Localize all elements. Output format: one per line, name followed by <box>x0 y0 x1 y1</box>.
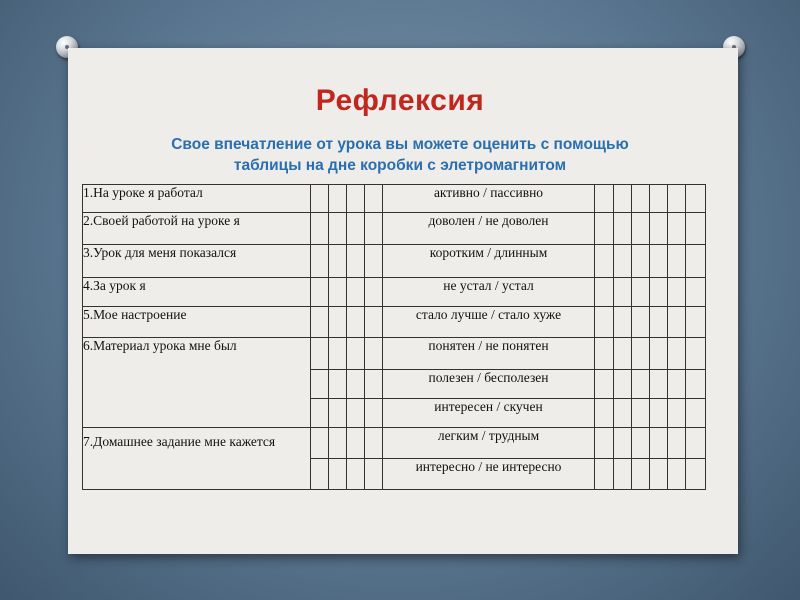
slide-subtitle <box>95 134 705 176</box>
mark-cell[interactable] <box>311 185 329 213</box>
mark-cell[interactable] <box>365 399 383 428</box>
mark-cell[interactable] <box>614 245 632 278</box>
table-row <box>83 278 706 307</box>
mark-cell[interactable] <box>311 213 329 245</box>
answer-cell: коротким / длинным <box>383 245 595 278</box>
mark-cell[interactable] <box>347 307 365 338</box>
question-cell: 5.Мое настроение <box>83 307 311 338</box>
mark-cell[interactable] <box>668 307 686 338</box>
mark-cell[interactable] <box>347 428 365 459</box>
mark-cell[interactable] <box>632 278 650 307</box>
mark-cell[interactable] <box>329 428 347 459</box>
table-row <box>83 428 706 459</box>
mark-cell[interactable] <box>632 428 650 459</box>
mark-cell[interactable] <box>329 307 347 338</box>
mark-cell[interactable] <box>668 399 686 428</box>
mark-cell[interactable] <box>650 428 668 459</box>
mark-cell[interactable] <box>311 370 329 399</box>
table-row <box>83 213 706 245</box>
mark-cell[interactable] <box>686 338 706 370</box>
mark-cell[interactable] <box>329 338 347 370</box>
mark-cell[interactable] <box>365 245 383 278</box>
mark-cell[interactable] <box>614 428 632 459</box>
mark-cell[interactable] <box>311 245 329 278</box>
mark-cell[interactable] <box>668 459 686 490</box>
mark-cell[interactable] <box>668 245 686 278</box>
mark-cell[interactable] <box>347 459 365 490</box>
mark-cell[interactable] <box>329 185 347 213</box>
mark-cell[interactable] <box>650 399 668 428</box>
mark-cell[interactable] <box>668 338 686 370</box>
mark-cell[interactable] <box>347 399 365 428</box>
subtitle-line-2: таблицы на дне коробки с элетромагнитом <box>233 157 567 174</box>
mark-cell[interactable] <box>686 213 706 245</box>
mark-cell[interactable] <box>347 338 365 370</box>
mark-cell[interactable] <box>650 278 668 307</box>
mark-cell[interactable] <box>614 213 632 245</box>
mark-cell[interactable] <box>365 338 383 370</box>
mark-cell[interactable] <box>686 370 706 399</box>
mark-cell[interactable] <box>614 278 632 307</box>
mark-cell[interactable] <box>595 245 614 278</box>
mark-cell[interactable] <box>595 399 614 428</box>
mark-cell[interactable] <box>650 459 668 490</box>
mark-cell[interactable] <box>668 278 686 307</box>
mark-cell[interactable] <box>365 428 383 459</box>
table-row <box>83 307 706 338</box>
mark-cell[interactable] <box>650 213 668 245</box>
mark-cell[interactable] <box>632 185 650 213</box>
mark-cell[interactable] <box>595 307 614 338</box>
mark-cell[interactable] <box>686 185 706 213</box>
slide-title: Рефлексия <box>315 84 485 117</box>
mark-cell[interactable] <box>614 370 632 399</box>
mark-cell[interactable] <box>329 278 347 307</box>
mark-cell[interactable] <box>668 185 686 213</box>
mark-cell[interactable] <box>650 307 668 338</box>
mark-cell[interactable] <box>668 428 686 459</box>
answer-cell: интересен / скучен <box>383 399 595 428</box>
mark-cell[interactable] <box>329 370 347 399</box>
table-row <box>83 338 706 370</box>
mark-cell[interactable] <box>595 338 614 370</box>
mark-cell[interactable] <box>632 399 650 428</box>
mark-cell[interactable] <box>632 307 650 338</box>
question-cell: 2.Своей работой на уроке я <box>83 213 311 245</box>
mark-cell[interactable] <box>595 428 614 459</box>
subtitle-line-1: Свое впечатление от урока вы можете оценить с помощью <box>171 136 629 153</box>
mark-cell[interactable] <box>650 185 668 213</box>
mark-cell[interactable] <box>614 307 632 338</box>
mark-cell[interactable] <box>632 245 650 278</box>
mark-cell[interactable] <box>347 185 365 213</box>
mark-cell[interactable] <box>686 459 706 490</box>
mark-cell[interactable] <box>329 459 347 490</box>
mark-cell[interactable] <box>686 399 706 428</box>
answer-cell: не устал / устал <box>383 278 595 307</box>
mark-cell[interactable] <box>329 213 347 245</box>
mark-cell[interactable] <box>595 459 614 490</box>
question-cell: 1.На уроке я работал <box>83 185 311 213</box>
mark-cell[interactable] <box>595 185 614 213</box>
answer-cell: доволен / не доволен <box>383 213 595 245</box>
mark-cell[interactable] <box>632 213 650 245</box>
answer-cell: полезен / бесполезен <box>383 370 595 399</box>
mark-cell[interactable] <box>650 370 668 399</box>
mark-cell[interactable] <box>668 370 686 399</box>
mark-cell[interactable] <box>365 307 383 338</box>
answer-cell: активно / пассивно <box>383 185 595 213</box>
answer-cell: стало лучше / стало хуже <box>383 307 595 338</box>
mark-cell[interactable] <box>365 459 383 490</box>
mark-cell[interactable] <box>595 370 614 399</box>
mark-cell[interactable] <box>595 278 614 307</box>
mark-cell[interactable] <box>347 213 365 245</box>
mark-cell[interactable] <box>686 428 706 459</box>
mark-cell[interactable] <box>311 399 329 428</box>
mark-cell[interactable] <box>668 213 686 245</box>
mark-cell[interactable] <box>650 338 668 370</box>
answer-cell: интересно / не интересно <box>383 459 595 490</box>
mark-cell[interactable] <box>614 399 632 428</box>
mark-cell[interactable] <box>614 459 632 490</box>
mark-cell[interactable] <box>632 370 650 399</box>
mark-cell[interactable] <box>365 185 383 213</box>
answer-cell: понятен / не понятен <box>383 338 595 370</box>
reflection-table <box>82 184 706 490</box>
mark-cell[interactable] <box>365 278 383 307</box>
mark-cell[interactable] <box>311 459 329 490</box>
table-row <box>83 185 706 213</box>
mark-cell[interactable] <box>365 370 383 399</box>
mark-cell[interactable] <box>311 428 329 459</box>
mark-cell[interactable] <box>347 245 365 278</box>
question-cell: 6.Материал урока мне был <box>83 338 311 428</box>
mark-cell[interactable] <box>686 278 706 307</box>
mark-cell[interactable] <box>311 338 329 370</box>
mark-cell[interactable] <box>614 338 632 370</box>
question-cell: 3.Урок для меня показался <box>83 245 311 278</box>
mark-cell[interactable] <box>311 307 329 338</box>
mark-cell[interactable] <box>686 307 706 338</box>
mark-cell[interactable] <box>686 245 706 278</box>
mark-cell[interactable] <box>365 213 383 245</box>
mark-cell[interactable] <box>329 399 347 428</box>
mark-cell[interactable] <box>347 370 365 399</box>
mark-cell[interactable] <box>632 459 650 490</box>
mark-cell[interactable] <box>311 278 329 307</box>
question-cell: 7.Домашнее задание мне кажется <box>83 428 311 490</box>
mark-cell[interactable] <box>329 245 347 278</box>
table-row <box>83 245 706 278</box>
mark-cell[interactable] <box>595 213 614 245</box>
mark-cell[interactable] <box>650 245 668 278</box>
mark-cell[interactable] <box>632 338 650 370</box>
question-cell: 4.За урок я <box>83 278 311 307</box>
mark-cell[interactable] <box>347 278 365 307</box>
answer-cell: легким / трудным <box>383 428 595 459</box>
mark-cell[interactable] <box>614 185 632 213</box>
